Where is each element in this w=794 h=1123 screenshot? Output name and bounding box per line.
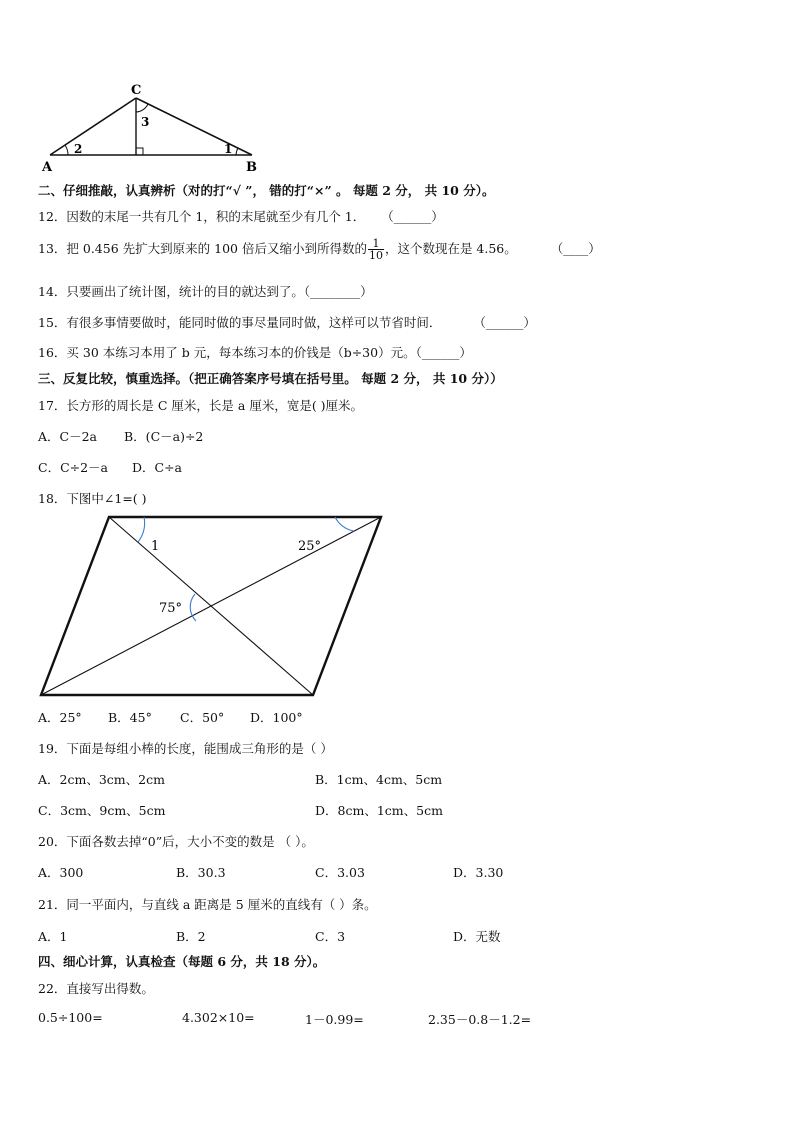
- q15-blank[interactable]: （______）: [473, 315, 536, 330]
- q18-option-c[interactable]: C．50°: [180, 710, 225, 725]
- question-20: 20．下面各数去掉“0”后，大小不变的数是 （ ）。: [38, 834, 314, 849]
- question-14: 14．只要画出了统计图，统计的目的就达到了。（________）: [38, 284, 373, 299]
- angle25-label: 25°: [298, 539, 322, 554]
- q13-frac-den: 10: [368, 249, 383, 262]
- q18-option-a[interactable]: A．25°: [38, 710, 82, 725]
- q13-fraction: [368, 238, 384, 261]
- label-c: C: [131, 83, 142, 98]
- q21-option-d[interactable]: D．无数: [453, 929, 501, 944]
- q22-expr-1: 0.5÷100=: [38, 1010, 103, 1025]
- q19-option-d[interactable]: D．8cm、1cm、5cm: [315, 803, 443, 818]
- q20-option-a[interactable]: A．300: [38, 865, 84, 880]
- q18-option-b[interactable]: B．45°: [108, 710, 152, 725]
- q17-option-c[interactable]: C．C÷2－a: [38, 460, 109, 475]
- section2-header: 二、仔细推敲，认真辨析（对的打“√ ”， 错的打“×” 。 每题 2 分， 共 10 分）。: [38, 183, 495, 198]
- angle1-label: 1: [151, 539, 160, 554]
- q13-blank[interactable]: （____）: [550, 241, 601, 256]
- question-18: 18．下图中∠1=( ): [38, 491, 147, 506]
- label-a: A: [42, 160, 53, 174]
- parallelogram-figure: [36, 512, 388, 702]
- angle2-arc: [65, 145, 68, 155]
- angle3-label: 3: [141, 115, 150, 129]
- angle25-arc: [335, 517, 354, 531]
- question-12: [38, 207, 444, 225]
- q19-option-c[interactable]: C．3cm、9cm、5cm: [38, 803, 166, 818]
- question-22: 22．直接写出得数。: [38, 981, 154, 996]
- question-13: [38, 238, 601, 261]
- q22-expr-2: 4.302×10=: [182, 1010, 255, 1025]
- q18-option-d[interactable]: D．100°: [250, 710, 303, 725]
- question-16: 16．买 30 本练习本用了 b 元，每本练习本的价钱是（b÷30）元。（______）: [38, 345, 472, 360]
- question-19: 19．下面是每组小棒的长度，能围成三角形的是（ ）: [38, 741, 333, 756]
- q17-option-b[interactable]: B．(C－a)÷2: [124, 429, 204, 444]
- q13-text-before: 13．把 0.456 先扩大到原来的 100 倍后又缩小到所得数的: [38, 241, 367, 256]
- angle1-arc: [138, 517, 145, 542]
- q20-option-d[interactable]: D．3.30: [453, 865, 504, 880]
- q21-option-b[interactable]: B．2: [176, 929, 206, 944]
- q13-text-after: ，这个数现在是 4.56。: [384, 241, 517, 256]
- side-cb: [136, 98, 252, 155]
- angle2-label: 2: [74, 142, 83, 156]
- q20-option-b[interactable]: B．30.3: [176, 865, 226, 880]
- q19-option-a[interactable]: A．2cm、3cm、2cm: [38, 772, 165, 787]
- question-15: [38, 313, 536, 331]
- q22-expr-4: 2.35－0.8－1.2=: [428, 1012, 532, 1027]
- q17-option-a[interactable]: A．C－2a: [38, 429, 97, 444]
- q21-option-a[interactable]: A．1: [38, 929, 68, 944]
- q20-option-c[interactable]: C．3.03: [315, 865, 365, 880]
- angle3-arc: [136, 104, 148, 112]
- section4-header: 四、细心计算，认真检查（每题 6 分，共 18 分）。: [38, 954, 326, 969]
- label-b: B: [246, 160, 257, 174]
- side-ac: [50, 98, 136, 155]
- diagonal-2: [41, 517, 381, 695]
- q13-frac-num: 1: [368, 238, 384, 250]
- angle1-label: 1: [224, 142, 233, 156]
- question-21: 21．同一平面内，与直线 a 距离是 5 厘米的直线有（ ）条。: [38, 897, 377, 912]
- q17-option-d[interactable]: D．C÷a: [132, 460, 183, 475]
- q15-text: 15．有很多事情要做时，能同时做的事尽量同时做，这样可以节省时间．: [38, 315, 442, 330]
- q19-option-b[interactable]: B．1cm、4cm、5cm: [315, 772, 443, 787]
- q12-text: 12．因数的末尾一共有几个 1，积的末尾就至少有几个 1．: [38, 209, 366, 224]
- right-angle-mark: [136, 148, 143, 155]
- triangle-figure: [36, 82, 266, 174]
- angle75-label: 75°: [159, 601, 183, 616]
- q22-expr-3: 1－0.99=: [305, 1012, 364, 1027]
- question-17: 17．长方形的周长是 C 厘米，长是 a 厘米，宽是( )厘米。: [38, 398, 364, 413]
- q12-blank[interactable]: （______）: [381, 209, 444, 224]
- q21-option-c[interactable]: C．3: [315, 929, 346, 944]
- angle1-arc: [236, 148, 238, 155]
- section3-header: 三、反复比较，慎重选择。（把正确答案序号填在括号里。 每题 2 分， 共 10 分））: [38, 371, 503, 386]
